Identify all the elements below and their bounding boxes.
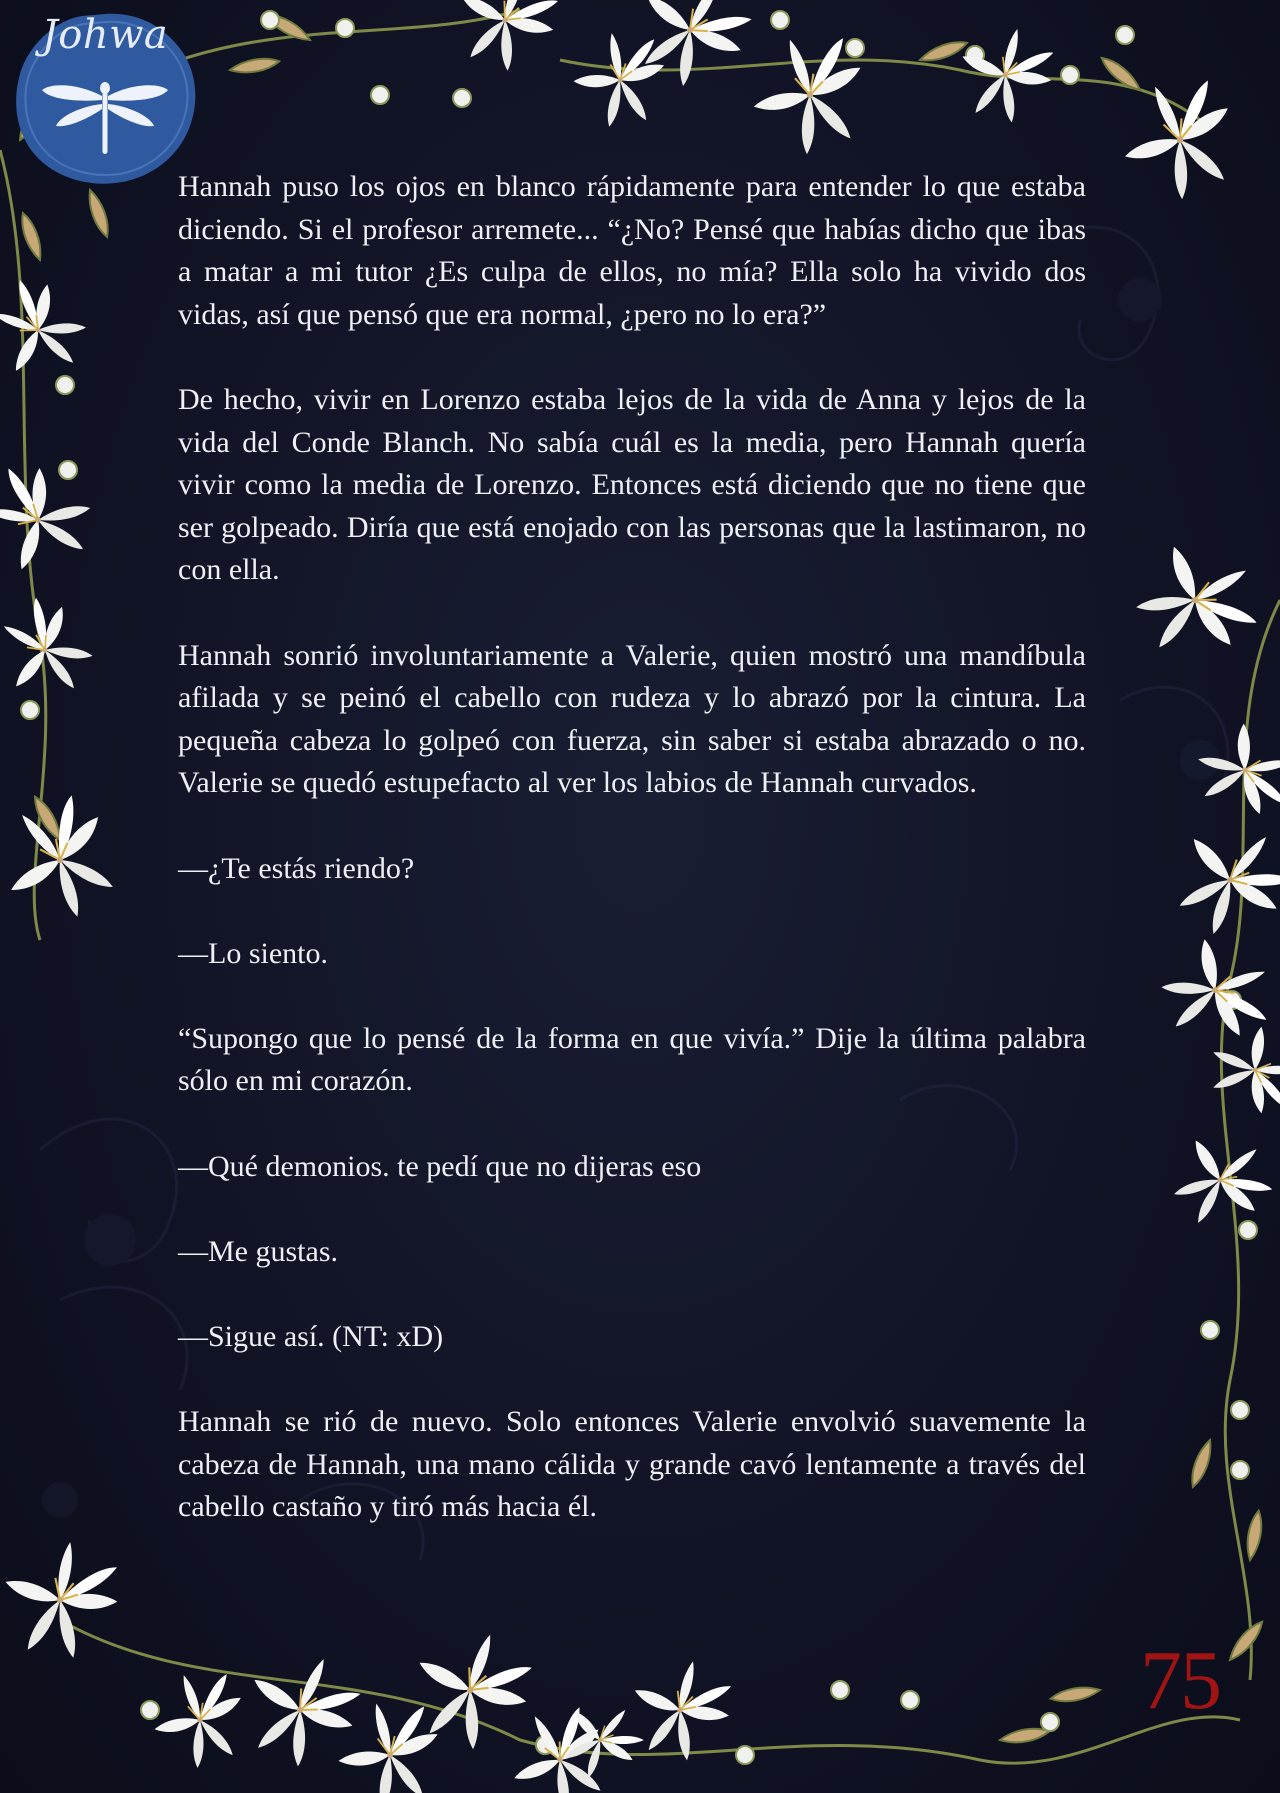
dialogue-line: —¿Te estás riendo? bbox=[178, 851, 415, 885]
paragraph: Hannah se rió de nuevo. Solo entonces Valerie envolvió suavemente la cabeza de Hannah, una mano cálida y grande cavó lentamente a través del cabello castaño y tiró más hacia él. bbox=[178, 1405, 1086, 1524]
page-text bbox=[178, 166, 1086, 1572]
paragraph: De hecho, vivir en Lorenzo estaba lejos de la vida de Anna y lejos de la vida del Conde Blanch. No sabía cuál es la media, pero Hannah quería vivir como la media de Lorenzo. Entonces está diciendo que no tiene que ser golpeado. Diría que está enojado con las personas que la lastimaron, no con ella. bbox=[178, 382, 1086, 587]
brand-logo bbox=[10, 6, 200, 186]
logo-text: Johwa bbox=[41, 12, 169, 58]
dialogue-line: —Qué demonios. te pedí que no dijeras eso bbox=[178, 1149, 702, 1183]
page-number: 75 bbox=[1140, 1634, 1220, 1727]
dialogue-line: —Sigue así. (NT: xD) bbox=[178, 1320, 444, 1354]
paragraph: Hannah puso los ojos en blanco rápidamente para entender lo que estaba diciendo. Si el profesor arremete... “¿No? Pensé que habías dicho que ibas a matar a mi tutor ¿Es culpa de ellos, no mía? Ella solo ha vivido dos vidas, así que pensó que era normal, ¿pero no lo era?” bbox=[178, 170, 1086, 331]
dialogue-line: —Me gustas. bbox=[178, 1234, 338, 1268]
paragraph: “Supongo que lo pensé de la forma en que vivía.” Dije la última palabra sólo en mi corazón. bbox=[178, 1021, 1086, 1098]
dialogue-line: —Lo siento. bbox=[178, 936, 328, 970]
paragraph: Hannah sonrió involuntariamente a Valerie, quien mostró una mandíbula afilada y se peinó el cabello con rudeza y lo abrazó por la cintura. La pequeña cabeza lo golpeó con fuerza, sin saber si estaba abrazado o no. Valerie se quedó estupefacto al ver los labios de Hannah curvados. bbox=[178, 638, 1086, 800]
